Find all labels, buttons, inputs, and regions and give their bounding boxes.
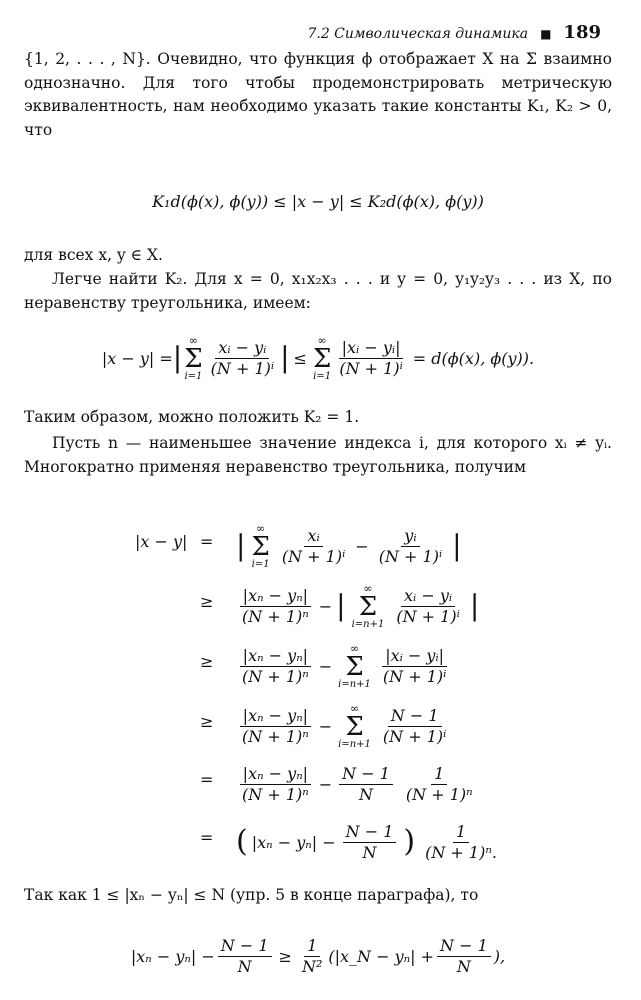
paragraph-3: Легче найти K₂. Для x = 0, x₁x₂x₃ . . . и y = 0, y₁y₂y₃ . . . из X, по неравенству треугольника, имеем: [24,270,612,312]
minus-sign: − [318,596,333,616]
fraction-numerator: yᵢ [401,527,419,547]
sum-symbol [338,643,371,690]
fraction-denominator: (N + 1)ⁱ [210,358,275,378]
chain-rhs [236,698,452,754]
fraction-numerator: N − 1 [343,823,397,843]
minus-sign: − [318,716,333,736]
paragraph-5: Пусть n — наименьшее значение индекса i, для которого xᵢ ≠ yᵢ. Многократно применяя неравенство треугольника, получим [24,434,612,476]
paragraph-4: Таким образом, можно положить K₂ = 1. [24,408,360,426]
fraction-denominator: N [359,784,374,804]
fraction-numerator: 1 [453,823,469,843]
sum-lower: i=1 [184,370,203,382]
abs-bar: | [452,529,462,562]
fraction [218,937,272,976]
fraction [380,707,449,746]
sum-symbol [251,523,269,570]
fraction-denominator: (N + 1)ⁿ. [425,842,497,862]
fraction-denominator: (N + 1)ⁱ [382,726,447,746]
fraction [343,823,397,862]
abs-bar-left: | [172,341,183,374]
abs-bar: | [236,529,246,562]
fraction-denominator: (N + 1)ⁱ [396,606,460,626]
chain-rhs [236,814,503,870]
chain-row-4 [0,698,641,754]
fraction-denominator: N [237,956,252,976]
fraction [437,937,491,976]
fraction [208,339,277,378]
section-title: 7.2 Символическая динамика [307,26,529,42]
fraction [239,765,312,804]
fraction-denominator: (N + 1)ⁱ [281,546,346,566]
fraction [299,937,325,976]
sum-upper: ∞ [349,641,360,655]
fraction [239,647,312,686]
fraction [376,527,445,566]
sum-symbol [338,703,371,750]
sigma: Σ [345,651,364,682]
eq-last-end: ), [493,946,506,966]
sigma: Σ [184,343,203,374]
eq-last-lhs: |xₙ − yₙ| − [130,946,215,966]
abs-bar-right: | [280,341,290,374]
sum-lower: i=1 [313,370,332,382]
chain-row-6 [0,814,641,870]
chain-row-5 [0,756,641,812]
fraction-numerator: N − 1 [437,937,491,957]
fraction-denominator: (N + 1)ⁿ [242,726,309,746]
sum-upper: ∞ [317,333,327,347]
abs-bar: | [336,589,346,622]
sum-upper: ∞ [256,521,266,535]
chain-row-3 [0,638,641,694]
fraction-denominator: (N + 1)ⁿ [405,784,473,804]
fraction [380,647,449,686]
fraction-numerator: |xᵢ − yᵢ| [382,647,447,667]
fraction-numerator: xᵢ − yᵢ [215,339,269,359]
paragraph-2: для всех x, y ∈ X. [24,246,163,264]
sigma: Σ [251,531,270,562]
chain-rhs [236,518,462,574]
fraction-numerator: xᵢ [304,527,322,547]
sum-symbol [184,335,202,382]
fraction [403,765,476,804]
fraction-numerator: |xᵢ − yᵢ| [339,339,404,359]
equals-sign: = [200,532,214,551]
le-sign: ≤ [293,348,307,368]
ge-sign: ≥ [200,652,214,671]
fraction [339,765,393,804]
chain-row-2 [0,578,641,634]
fraction-denominator: (N + 1)ⁿ [242,666,309,686]
inner-term: |xₙ − yₙ| − [251,832,336,852]
sum-upper: ∞ [349,701,360,715]
eq-last-mid: (|x_N − yₙ| + [328,946,435,966]
fraction [279,527,348,566]
sum-upper: ∞ [188,333,199,347]
minus-sign: − [318,656,333,676]
paragraph-1: {1, 2, . . . , N}. Очевидно, что функция ϕ отображает X на Σ взаимно однозначно. Для того чтобы продемонстрировать метрическую эквивалентность, нам необходимо указать такие константы K₁, K₂ > 0, что [24,50,612,139]
abs-bar: | [469,589,480,622]
equation-metric-equivalence: K₁d(ϕ(x), ϕ(y)) ≤ |x − y| ≤ K₂d(ϕ(x), ϕ(y)) [152,192,484,211]
chain-lhs: |x − y| [135,532,188,551]
chain-rhs [236,756,479,812]
fraction-denominator: (N + 1)ⁿ [242,784,309,804]
ge-sign: ≥ [200,712,214,731]
fraction [239,587,312,626]
sum-upper: ∞ [363,581,373,595]
fraction-numerator: N − 1 [388,707,442,727]
sum-lower: i=n+1 [338,738,371,750]
equals-sign: = [200,770,214,789]
header-separator: ■ [540,27,552,41]
fraction-denominator: N [456,956,471,976]
chain-row-1 [0,518,641,574]
paren-left: ( [236,824,248,859]
minus-sign: − [355,536,369,556]
paren-right: ) [403,824,416,859]
ge-sign: ≥ [278,946,292,966]
fraction-numerator: |xₙ − yₙ| [240,587,311,607]
fraction-denominator: N² [301,956,323,976]
sum-lower: i=1 [251,558,270,570]
fraction-numerator: |xₙ − yₙ| [240,707,311,727]
sum-lower: i=n+1 [351,618,385,630]
chain-rhs [236,578,479,634]
eq2-tail: = d(ϕ(x), ϕ(y)). [412,348,535,368]
fraction-numerator: xᵢ − yᵢ [401,587,455,607]
fraction-numerator: |xₙ − yₙ| [240,647,311,667]
fraction-denominator: N [362,842,377,862]
fraction-denominator: (N + 1)ⁱ [378,546,443,566]
sum-symbol [313,335,331,382]
equation-k2-bound [24,330,612,386]
fraction-numerator: N − 1 [218,937,272,957]
equation-last [24,928,612,984]
minus-sign: − [318,774,333,794]
ge-sign: ≥ [200,592,214,611]
sigma: Σ [345,711,364,742]
fraction [336,339,405,378]
sum-symbol [352,583,385,630]
fraction-denominator: (N + 1)ⁱ [382,666,447,686]
chain-rhs [236,638,452,694]
fraction [239,707,312,746]
running-header [24,22,601,46]
fraction-numerator: 1 [304,937,320,957]
fraction [422,823,500,862]
fraction-numerator: N − 1 [339,765,393,785]
fraction-denominator: (N + 1)ⁿ [242,606,309,626]
fraction-denominator: (N + 1)ⁱ [339,358,403,378]
sigma: Σ [358,591,378,622]
fraction-numerator: 1 [431,765,447,785]
fraction [393,587,462,626]
sum-lower: i=n+1 [338,678,371,690]
page-number: 189 [563,22,601,43]
sigma: Σ [312,343,332,374]
paragraph-6: Так как 1 ≤ |xₙ − yₙ| ≤ N (упр. 5 в конце параграфа), то [24,886,479,904]
fraction-numerator: |xₙ − yₙ| [240,765,311,785]
equals-sign: = [200,828,214,847]
eq2-lhs: |x − y| = [101,348,173,368]
